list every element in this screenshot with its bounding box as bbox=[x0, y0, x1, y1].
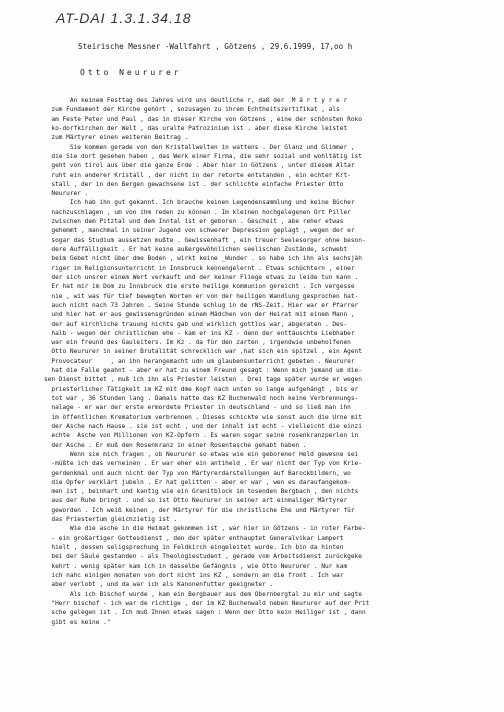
text-line: der sich unsrer einem Wert verkauft und der keiner Fliege etwas zu leide tun kann . bbox=[44, 273, 359, 281]
text-line: geht von tirol aus über die ganze Erde . Aber hier in Götzens , unter diesem Altar bbox=[44, 162, 355, 170]
text-line: nalage - er war der erste ermordete Priester in deutschland - und so ließ man ihn bbox=[44, 404, 351, 412]
text-line: "Herr bischof - ich war de richtige , der im KZ Buchenwald neben Neururer auf der Prit bbox=[44, 599, 370, 607]
text-line: gibt es keine ." bbox=[44, 618, 111, 626]
text-line: Wenn sie mich fragen , ob Neururer so etwas wie ein geborener Held gewesne sei bbox=[44, 450, 359, 458]
text-line: sogar das Studium aussetzen mußte . Gewissenhaft , ein treuer Seelesorger ohne beson- bbox=[44, 236, 366, 244]
text-line: gehemmt , manchmal in seiner Jugend von schwerer Depression geplagt , wegen der er bbox=[44, 227, 355, 235]
text-line: aber verlobt , und da war ich als Kanonenfutter geeigneter . bbox=[44, 581, 274, 589]
text-line: Sie kommen gerade von den Kristallwelten in wattens . Der Glanz und Glimmer , bbox=[44, 143, 355, 151]
text-line: men ist , beinhart und kantig wie ein Granitblock im tosenden Bergbach , den nichts bbox=[44, 488, 359, 496]
text-line: Wie die asche in die Heimat gekommen ist , war hier in Götzens - in roter Farbe- bbox=[44, 525, 366, 533]
text-line: gerdenkmal und auch nicht der Typ von Märtyrerdarstellungen auf Barockbildern, wo bbox=[44, 469, 351, 477]
document-body bbox=[44, 96, 484, 706]
text-line: sen Dienst bittet , muß ich ihn als Priester leisten . Drei tage später wurde er wegen bbox=[44, 376, 362, 384]
text-line: ko-dorfkirchen der Welt , das uralte Patrozinium ist . aber diese Kirche leistet bbox=[44, 124, 348, 132]
text-line: geworden . Ich weiß keinen , der Märtyrer für die christliche Ehe und Märtyrer für bbox=[44, 506, 355, 514]
archive-stamp: AT-DAI 1.3.1.34.18 bbox=[56, 10, 192, 26]
text-line: halb - wegen der christlichen ehe - kam er ins KZ - denn der enttäuschte Liebhaber bbox=[44, 329, 355, 337]
text-line: An keinem Festtag des Jahres wird uns deutliche r, daß der M ä r t y r e r bbox=[44, 97, 348, 104]
text-line: riger im Religionsunterricht in Innsbruck kennengelernt . Etwas schüchtern , einer bbox=[44, 264, 355, 272]
text-line: ich nahc einigen monaten von dort nicht ins KZ , sondern an die front . Ich war bbox=[44, 571, 344, 579]
text-line: die Opfer verklärt jubeln . Er hat gelitten - aber er war , wen es daraufangekom- bbox=[44, 478, 351, 486]
text-line: Er hat mir im Dom zu Innsbruck die erste heilige kommunion gereicht . Ich vergesse bbox=[44, 283, 355, 291]
text-line: zwischen dem Pitztal und dem Inntal ist er geboren . Gescheit , abe reher etwas bbox=[44, 218, 344, 226]
text-line: Als ich Bischof wurde , kam ein Bergbauer aus dem Obernbergtal zu mir und sagte bbox=[44, 590, 362, 598]
text-line: der auf kirchliche trauung nichts gab und wirklich gottlos war, abgeraten . Des- bbox=[44, 320, 348, 328]
text-line: bei der Säule gestanden - als Theologiestudent , gerade vom Arbeitsdienst zurückgeke bbox=[44, 553, 362, 561]
text-line: stall , der in den Bergen gewachsene ist . der schlichte einfache Priester Otto bbox=[44, 180, 344, 188]
text-line: der Asche nach Hause . sie ist echt , und der inhalt ist echt - vielleicht die einzi bbox=[44, 422, 362, 430]
text-line: Provocateur , an ihn herangemacht udn um glaubensunterricht gebeten . Neururer bbox=[44, 357, 355, 365]
text-line: hielt , dessen seligsprechung in Feldkirch eingeleitet wurde. Ich bin da hinten bbox=[44, 544, 344, 551]
text-line: -müßte ich das verneinen . Er war eher ein antiheld . Er war nicht der Typ von Krie- bbox=[44, 460, 362, 468]
text-line: im öffentlichen Krematorium verbrennen . Dieses schickte wie sonst auch die Urne mit bbox=[44, 413, 362, 421]
text-line: beim Gebet nicht über dme Boden , wirkt keine _Wunder . so habe ich ihn als sechsjäh bbox=[44, 255, 362, 263]
text-line: zum Märtyrer einen weiteren Beitrag . bbox=[44, 134, 189, 142]
text-line: tot war , 36 Stunden lang . Damals hatte das KZ Buchenwald noch keine Verbrennungs- bbox=[44, 395, 359, 402]
text-line: zum Fundament der Kirche gehört , sozusagen zu ihrem Echtheitszertifikat , als bbox=[44, 106, 340, 114]
document-header: Steirische Messner -Wallfahrt , Götzens , 29.6.1999, 17,oo h bbox=[78, 42, 353, 51]
text-line: und hier hat er aus gewissensgründen einem Mädchen von der Heirat mit einem Mann , bbox=[44, 311, 355, 319]
text-line: der Asche . Er muß den Rosenkranz in einer Rosentasche gehabt haben . bbox=[44, 441, 307, 449]
text-line: priesterlicher Tätigkeit im KZ mit dme Kopf nach unten so lange aufgehängt , bis er bbox=[44, 385, 359, 393]
text-line: Ich hab ihn gut gekannt. Ich brauche keinen Legendensammlung und keine Bücher bbox=[44, 199, 355, 207]
text-line: aus der Ruhe bringt . und so ist Otto Neururer in seiner art einmaliger Märtyrer bbox=[44, 497, 348, 505]
text-line: Neururer . bbox=[44, 190, 89, 198]
text-line: nachzuschlagen , um von ihm reden zu können . Im kleinen hochgelegenen Ort Piller bbox=[44, 208, 351, 216]
text-line: dere Auffälligkeit . Er hat keine außergewöhnlichen seelischen Zustände, schwebt bbox=[44, 246, 348, 253]
text-line: Otto Neururer in seiner Brutalität schrecklich war ,hat sich ein spitzel , ein Agent bbox=[44, 348, 362, 356]
text-line: ruht ein anderer Kristall , der nicht in der retorte entstanden , ein echter Krt- bbox=[44, 171, 351, 179]
text-line: sche gelegen ist . Ich muß Ihnen etwas sagen : Wenn der Otto kein Heiliger ist , dann bbox=[44, 609, 366, 617]
text-line: das Priestertum gleichzietig ist . bbox=[44, 516, 178, 524]
text-line: war ein freund des Gauleiters. Im Kz . da für den zarten , irgendwie unbeholfenen bbox=[44, 339, 351, 347]
text-line: auch nicht nach 73 Jahren . Seine Stunde schlug in de rNS-Zeit. Hier war er Pfarrer bbox=[44, 301, 359, 309]
text-line: hat die Falle geahnt - aber er hat zu einem Freund gesagt : Wenn mich jemand um die- bbox=[44, 367, 362, 375]
document-title: Otto Neururer bbox=[80, 68, 182, 77]
text-line: kehrt . wenig später kam ich in dasselbe Gefängnis , wie Otto Neururer . Nur kam bbox=[44, 562, 348, 570]
text-line: nie , wit was für tief bewegten Worten er von der heiligen Wandlung gesprochen hat- bbox=[44, 292, 359, 300]
text-line: - ein großartiger Gottesdienst , den der später enthauptet Generalvikar Lampert bbox=[44, 534, 344, 542]
text-line: echte Asche von Millionen von KZ-Opfern . Es waren sogar seine rosenkranzperlen in bbox=[44, 432, 359, 440]
text-line: am Feste Peter und Paul , das in dieser Kirche von Götzens , eine der schönsten Roko bbox=[44, 115, 362, 123]
text-line: die Sie dort gesehen haben , das Werk einer Firma, die sehr sozial und wohltätig ist bbox=[44, 152, 362, 160]
